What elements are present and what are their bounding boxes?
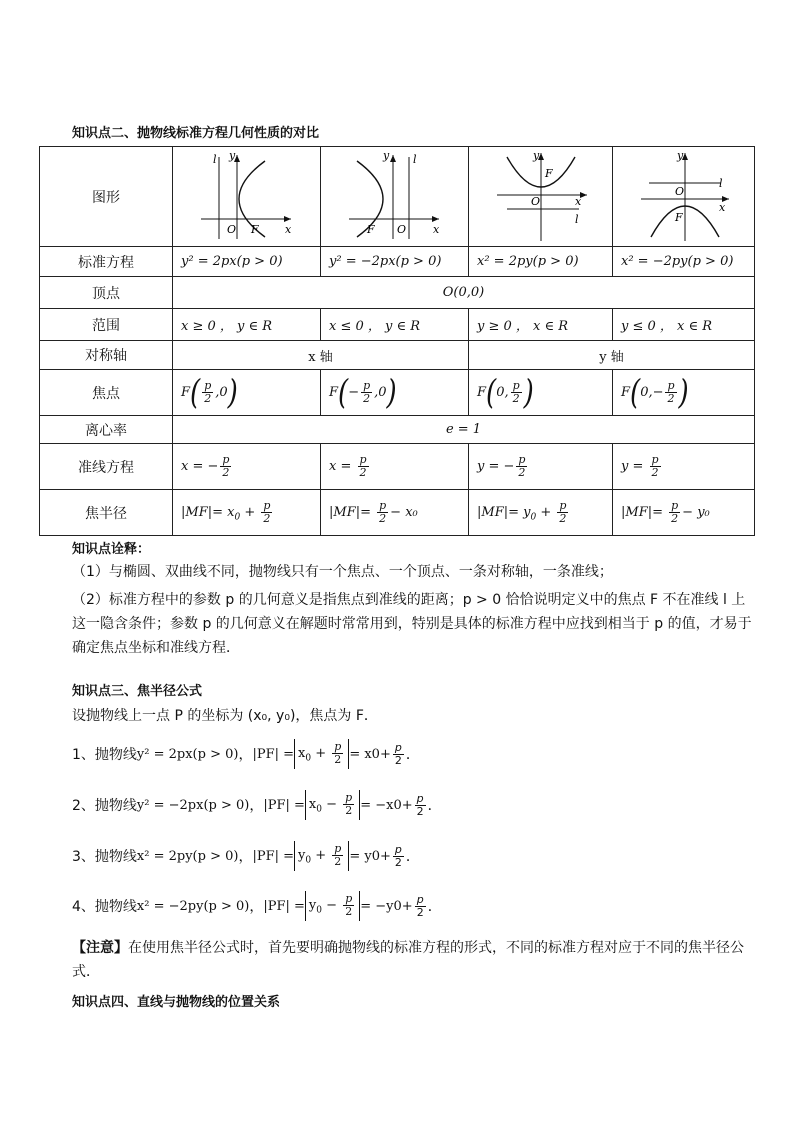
graph-right-opening [173,147,321,247]
formula-4: 4、抛物线 x² = −2py(p > 0) ， |PF| = $y_0$ − $\frac{p}{2}$ = −y 0 + $\frac{p}{2}$ ． [72,889,442,923]
label-x: x [285,223,292,236]
label-O: O [675,185,685,198]
equation-1: y² = 2px(p > 0) [173,247,321,277]
row-equation [40,247,755,277]
parabola-left-svg [321,147,469,246]
focus-3: F(0, $\frac{p}{2}$ ) [469,370,613,416]
label-axis: 对称轴 [40,341,173,370]
range-1: x ≥ 0 ， y ∈ R [173,309,321,341]
label-x: x [575,195,582,208]
comparison-table [39,146,755,536]
label-O: O [397,223,407,236]
directrix-2: x = $\frac{p}{2}$ [321,444,469,490]
label-focus: 焦点 [40,370,173,416]
label-l: l [719,177,723,190]
section-3-intro: 设抛物线上一点 P 的坐标为 (x₀, y₀)，焦点为 F． [72,708,378,724]
label-F: F [675,211,683,224]
graph-down-opening [613,147,755,247]
label-F: F [367,223,375,236]
label-l: l [575,213,579,226]
label-y: y [533,149,540,162]
label-focal-radius: 焦半径 [40,490,173,536]
label-O: O [227,223,237,236]
equation-4: x² = −2py(p > 0) [613,247,755,277]
formula-2: 2、抛物线 y² = −2px(p > 0) ， |PF| = $x_0$ − $\frac{p}{2}$ = −x 0 + $\frac{p}{2}$ ． [72,788,442,822]
label-x: x [719,201,726,214]
explain-point-1: （1）与椭圆、双曲线不同，抛物线只有一个焦点、一个顶点、一条对称轴，一条准线； [72,564,613,580]
focus-4: F(0,− $\frac{p}{2}$ ) [613,370,755,416]
eccentricity-value: e = 1 [173,416,755,444]
graph-up-opening [469,147,613,247]
label-graph: 图形 [40,147,173,247]
row-vertex [40,277,755,309]
section-3-title: 知识点三、焦半径公式 [72,684,203,699]
label-l: l [213,153,217,166]
formula-3: 3、抛物线 x² = 2py(p > 0) ， |PF| = $y_0$ + $\frac{p}{2}$ = y 0 + $\frac{p}{2}$ ． [72,839,420,873]
parabola-up-svg [469,147,613,246]
label-equation: 标准方程 [40,247,173,277]
note-text: 在使用焦半径公式时，首先要明确抛物线的标准方程的形式，不同的标准方程对应于不同的焦半径公式． [72,940,744,980]
focal-radius-3: $|MF|= y_0$ + $\frac{p}{2}$ [469,490,613,536]
note-label: 【注意】 [72,940,128,956]
explain-title: 知识点诠释： [72,542,151,557]
focal-radius-1: $|MF|= x_0$ + $\frac{p}{2}$ [173,490,321,536]
axis-x-value: x 轴 [173,341,469,370]
range-3: y ≥ 0 ， x ∈ R [469,309,613,341]
row-eccentricity [40,416,755,444]
label-directrix: 准线方程 [40,444,173,490]
section-4-title: 知识点四、直线与抛物线的位置关系 [72,995,281,1010]
label-F: F [251,223,259,236]
label-x: x [433,223,440,236]
row-range [40,309,755,341]
row-directrix [40,444,755,490]
directrix-1: x = − $\frac{p}{2}$ [173,444,321,490]
row-graph [40,147,755,247]
focal-radius-2: |MF|= $\frac{p}{2}$ − x₀ [321,490,469,536]
range-2: x ≤ 0 ， y ∈ R [321,309,469,341]
focus-2: F(− $\frac{p}{2}$ ,0) [321,370,469,416]
label-O: O [531,195,541,208]
label-vertex: 顶点 [40,277,173,309]
note-paragraph [72,936,757,984]
label-y: y [677,149,684,162]
focal-radius-4: |MF|= $\frac{p}{2}$ − y₀ [613,490,755,536]
label-eccentricity: 离心率 [40,416,173,444]
directrix-3: y = − $\frac{p}{2}$ [469,444,613,490]
axis-y-value: y 轴 [469,341,755,370]
formula-1: 1、抛物线 y² = 2px(p > 0) ， |PF| = $x_0$ + $\frac{p}{2}$ = x 0 + $\frac{p}{2}$ ． [72,737,420,771]
equation-3: x² = 2py(p > 0) [469,247,613,277]
focus-1: F( $\frac{p}{2}$ ,0) [173,370,321,416]
parabola-right-svg [173,147,321,246]
label-F: F [545,167,553,180]
label-l: l [413,153,417,166]
row-axis [40,341,755,370]
explain-point-2: （2）标准方程中的参数 p 的几何意义是指焦点到准线的距离；p > 0 恰恰说明定义中的焦点 F 不在准线 l 上这一隐含条件；参数 p 的几何意义在解题时常常用到，特别是具体的标准方程中应找到相当于 p 的值，才易于确定焦点坐标和准线方程． [72,592,752,656]
label-range: 范围 [40,309,173,341]
row-focal-radius [40,490,755,536]
graph-left-opening [321,147,469,247]
vertex-value: O(0,0) [173,277,755,309]
row-focus [40,370,755,416]
equation-2: y² = −2px(p > 0) [321,247,469,277]
label-y: y [383,149,390,162]
section-2-title: 知识点二、抛物线标准方程几何性质的对比 [72,126,320,141]
range-4: y ≤ 0 ， x ∈ R [613,309,755,341]
label-y: y [229,149,236,162]
parabola-down-svg [613,147,755,246]
directrix-4: y = $\frac{p}{2}$ [613,444,755,490]
